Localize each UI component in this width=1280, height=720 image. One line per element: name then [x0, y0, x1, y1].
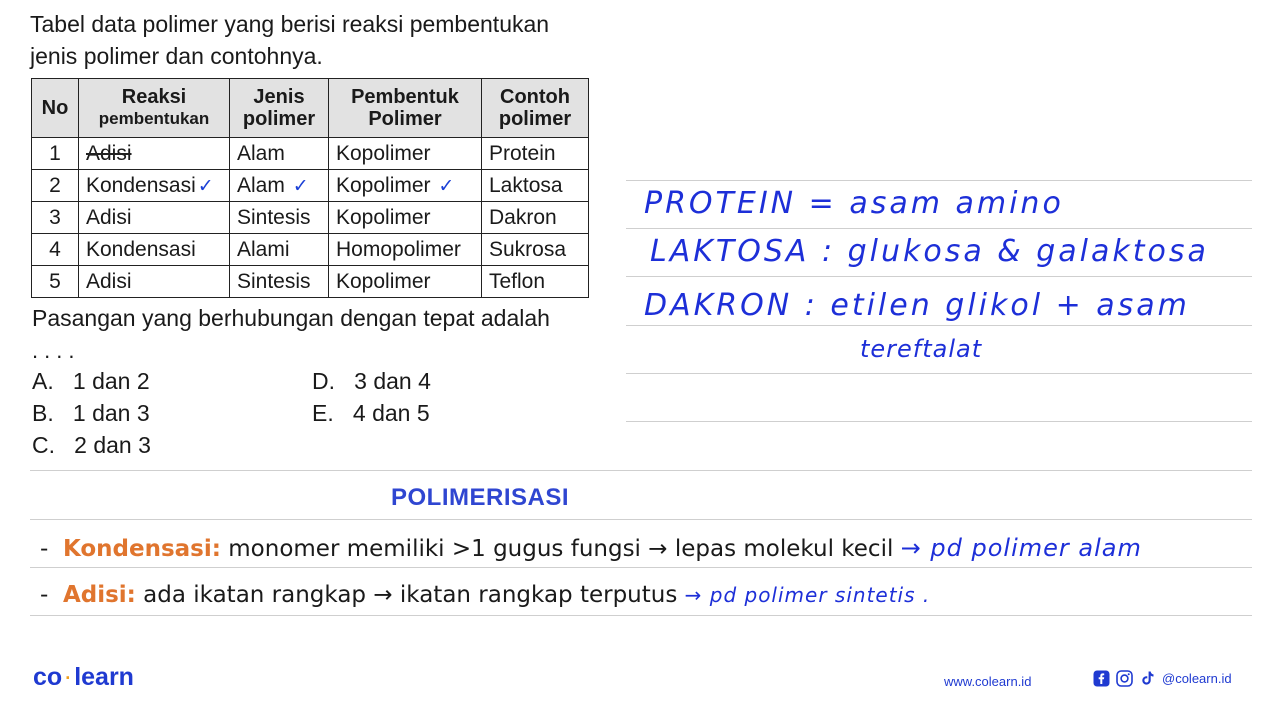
question-prompt: Pasangan yang berhubungan dengan tepat adalah: [32, 305, 550, 331]
cell-contoh: Dakron: [482, 202, 589, 234]
option-a[interactable]: A. 1 dan 2: [32, 368, 150, 394]
cell-pembentuk: Kopolimer ✓: [329, 170, 482, 202]
ruled-line: [626, 276, 1252, 277]
cell-no: 5: [32, 266, 79, 298]
cell-jenis: Alam ✓: [230, 170, 329, 202]
ruled-line: [30, 615, 1252, 616]
table-row: [32, 138, 589, 170]
polymer-table: [31, 78, 589, 298]
question-line-1: Tabel data polimer yang berisi reaksi pembentukan: [30, 11, 550, 37]
cell-reaksi: Adisi: [79, 138, 230, 170]
cell-contoh: Sukrosa: [482, 234, 589, 266]
table-row: [32, 234, 589, 266]
handwritten-adisi-note: → pd polimer sintetis .: [684, 583, 931, 607]
cell-no: 1: [32, 138, 79, 170]
question-text: [30, 8, 630, 72]
cell-contoh: Protein: [482, 138, 589, 170]
colearn-logo[interactable]: co · learn: [33, 663, 134, 691]
ruled-line: [626, 373, 1252, 374]
instagram-icon[interactable]: [1116, 670, 1133, 687]
header-pembentuk: Pembentuk Polimer: [329, 79, 482, 138]
cell-reaksi: Kondensasi ✓: [79, 170, 230, 202]
cell-jenis: Alami: [230, 234, 329, 266]
cell-contoh: Teflon: [482, 266, 589, 298]
tiktok-icon[interactable]: [1139, 670, 1156, 687]
cell-no: 3: [32, 202, 79, 234]
cell-jenis: Sintesis: [230, 202, 329, 234]
option-c[interactable]: C. 2 dan 3: [32, 432, 151, 458]
section-title: POLIMERISASI: [390, 484, 570, 511]
facebook-icon[interactable]: [1093, 670, 1110, 687]
header-contoh: Contoh polimer: [482, 79, 589, 138]
cell-pembentuk: Kopolimer: [329, 202, 482, 234]
cell-no: 4: [32, 234, 79, 266]
option-d[interactable]: D. 3 dan 4: [312, 368, 431, 394]
cell-reaksi: Adisi: [79, 202, 230, 234]
cell-pembentuk: Homopolimer: [329, 234, 482, 266]
cell-jenis: Alam: [230, 138, 329, 170]
cell-pembentuk: Kopolimer: [329, 138, 482, 170]
handwritten-kondensasi-note: → pd polimer alam: [900, 534, 1142, 562]
cell-reaksi: Kondensasi: [79, 234, 230, 266]
question-line-2: jenis polimer dan contohnya.: [30, 43, 323, 69]
website-link[interactable]: www.colearn.id: [944, 674, 1032, 689]
cell-no: 2: [32, 170, 79, 202]
table-row: [32, 170, 589, 202]
option-b[interactable]: B. 1 dan 3: [32, 400, 150, 426]
ruled-line: [626, 421, 1252, 422]
handwritten-dakron: DAKRON : etilen glikol + asam: [644, 288, 1190, 323]
cell-reaksi: Adisi: [79, 266, 230, 298]
social-handle[interactable]: @colearn.id: [1162, 671, 1232, 686]
ruled-line: [30, 470, 1252, 471]
bullet-adisi: - Adisi: ada ikatan rangkap → ikatan rangkap terputus → pd polimer sintetis .: [40, 582, 931, 608]
ruled-line: [626, 228, 1252, 229]
header-reaksi: Reaksi pembentukan: [79, 79, 230, 138]
option-e[interactable]: E. 4 dan 5: [312, 400, 430, 426]
checkmark-icon: ✓: [197, 174, 214, 197]
table-header-row: [32, 79, 589, 138]
ruled-line: [30, 567, 1252, 568]
checkmark-icon: ✓: [438, 174, 455, 197]
header-jenis: Jenis polimer: [230, 79, 329, 138]
checkmark-icon: ✓: [292, 174, 309, 197]
header-no: No: [32, 79, 79, 138]
cell-contoh: Laktosa: [482, 170, 589, 202]
handwritten-protein: PROTEIN = asam amino: [644, 186, 1064, 221]
cell-pembentuk: Kopolimer: [329, 266, 482, 298]
table-row: [32, 266, 589, 298]
cell-jenis: Sintesis: [230, 266, 329, 298]
ruled-line: [626, 180, 1252, 181]
handwritten-laktosa: LAKTOSA : glukosa & galaktosa: [650, 234, 1209, 269]
ruled-line: [626, 325, 1252, 326]
question-dots: ....: [32, 338, 81, 363]
handwritten-dakron-2: tereftalat: [860, 335, 983, 363]
table-row: [32, 202, 589, 234]
ruled-line: [30, 519, 1252, 520]
social-links: [1093, 670, 1232, 687]
bullet-kondensasi: - Kondensasi: monomer memiliki >1 gugus fungsi → lepas molekul kecil → pd polimer alam: [40, 534, 1142, 562]
